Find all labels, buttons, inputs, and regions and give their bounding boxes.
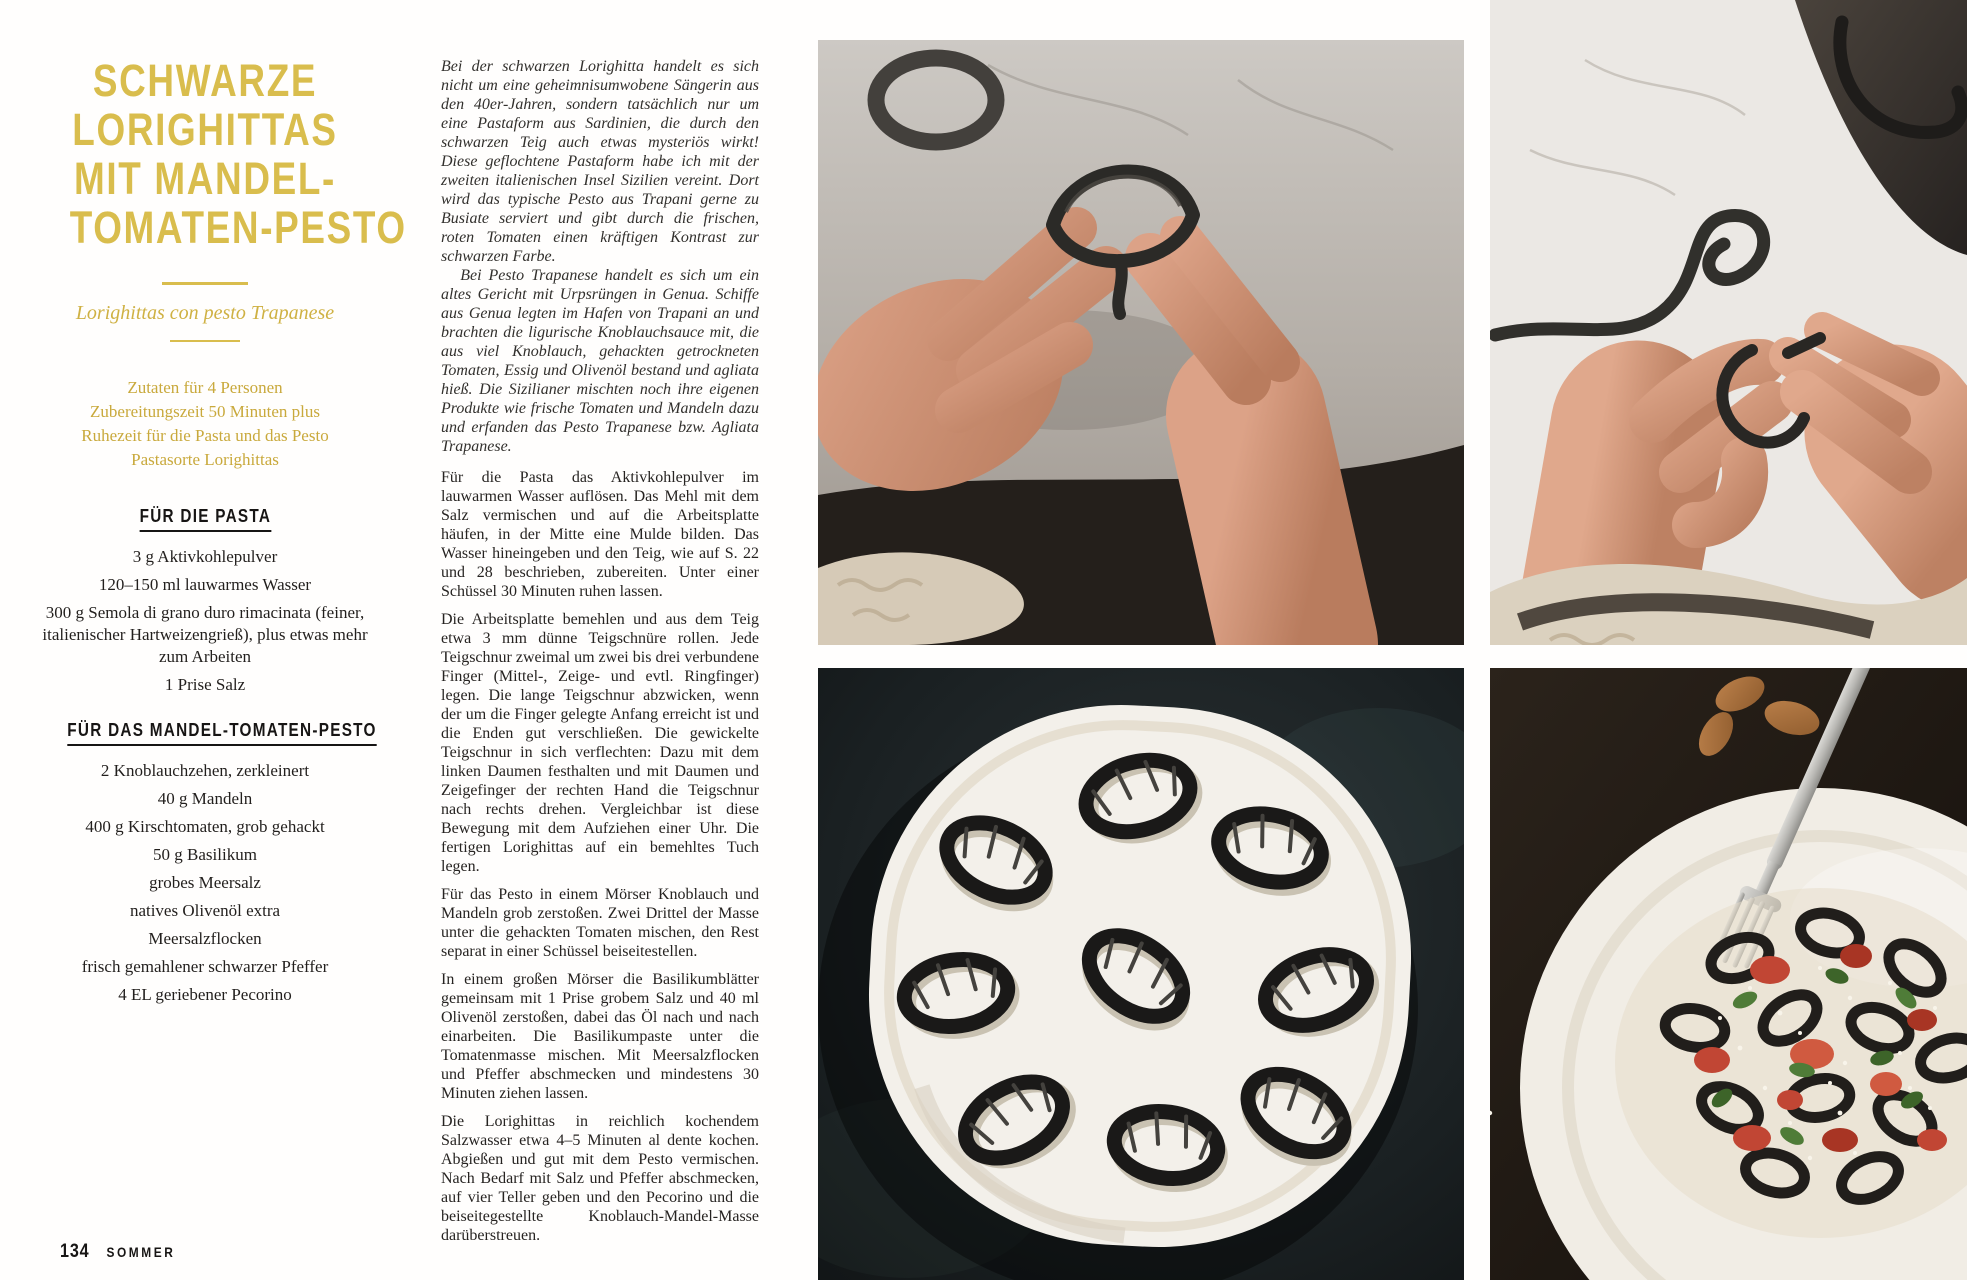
ingredient-item: natives Olivenöl extra bbox=[129, 901, 281, 920]
recipe-meta-line: Zutaten für 4 Personen bbox=[127, 378, 283, 397]
page-footer bbox=[60, 1241, 175, 1263]
step-paragraph: In einem großen Mörser die Basilikumblätter gemeinsam mit 1 Prise grobem Salz und 40 ml Olivenöl zerstoßen, dabei das Öl nach und nach einarbeiten. Die Basilikumpaste unter die Tomatenmasse mischen. Mit Meersalzflocken und Pfeffer abschmecken und mindestens 30 Minuten ziehen lassen. bbox=[441, 971, 759, 1102]
photo-shaping-lorighitta-step2 bbox=[1490, 0, 1967, 645]
intro-paragraph: Bei der schwarzen Lorighitta handelt es sich nicht um eine geheimnisumwobene Sängerin aus den 40er-Jahren, sondern tatsächlich nur um eine Pastaform aus Sardinien, die durch den schwarzen Teig auch etwas mysteriös wirkt! Diese geflochtene Pastaform habe ich mit der zweiten italienischen Insel Sizilien vereint. Dort wird das typische Pesto aus Trapani gerne zu Busiate serviert und gibt durch die frischen, roten Tomaten einen kräftigen Kontrast zur schwarzen Farbe. bbox=[441, 58, 759, 265]
recipe-subtitle: Lorighittas con pesto Trapanese bbox=[75, 302, 335, 324]
photo-finished-dish bbox=[1490, 668, 1967, 1280]
ingredients-list-pesto bbox=[40, 760, 370, 1006]
recipe-title-line: TOMATEN-PESTO bbox=[69, 202, 407, 253]
recipe-steps bbox=[441, 468, 759, 1254]
recipe-meta-line: Ruhezeit für die Pasta und das Pesto bbox=[81, 426, 329, 445]
ingredient-item: Meersalzflocken bbox=[148, 929, 262, 948]
ingredient-item: grobes Meersalz bbox=[149, 873, 261, 892]
recipe-meta-line: Zubereitungszeit 50 Minuten plus bbox=[90, 402, 320, 421]
ingredient-item: 300 g Semola di grano duro rimacinata (feiner, italienischer Hartweizengrieß), plus etwas mehr zum Arbeiten bbox=[42, 603, 368, 666]
ingredients-list-pasta bbox=[40, 546, 370, 696]
recipe-title-line: MIT MANDEL- bbox=[74, 153, 336, 204]
divider bbox=[170, 340, 240, 342]
ingredient-item: 1 Prise Salz bbox=[164, 675, 246, 694]
recipe-meta bbox=[40, 376, 370, 472]
intro-paragraph: Bei Pesto Trapanese handelt es sich um ein altes Gericht mit Urpsrüngen in Genua. Schiffe aus Genua legten im Hafen von Trapani an und brachten die ligurische Knoblauchsauce mit, die aus viel Knoblauch, gehackten getrockneten Tomaten, Essig und Olivenöl bestand und agliata hieß. Die Sizilianer mischten noch ihre eigenen Produkte wie frische Tomaten und Mandeln dazu und erfanden das Pesto Trapanese bzw. Agliata Trapanese. bbox=[441, 267, 759, 455]
recipe-meta-line: Pastasorte Lorighittas bbox=[131, 450, 279, 469]
ingredients-heading-pasta: FÜR DIE PASTA bbox=[139, 506, 271, 532]
step-paragraph: Die Lorighittas in reichlich kochendem Salzwasser etwa 4–5 Minuten al dente kochen. Abgießen und gut mit dem Pesto vermischen. Nach Bedarf mit Salz und Pfeffer abschmecken, auf vier Teller geben und den Pecorino und die beiseitegestellte Knoblauch-Mandel-Masse darüberstreuen. bbox=[441, 1113, 759, 1244]
recipe-intro bbox=[441, 57, 759, 456]
ingredients-heading-pesto: FÜR DAS MANDEL-TOMATEN-PESTO bbox=[67, 720, 376, 746]
recipe-title-line: LORIGHITTAS bbox=[72, 104, 338, 155]
recipe-subtitle-block bbox=[40, 282, 370, 342]
ingredient-item: 50 g Basilikum bbox=[153, 845, 257, 864]
divider bbox=[162, 282, 248, 285]
ingredient-item: 3 g Aktivkohlepulver bbox=[132, 547, 278, 566]
ingredient-item: frisch gemahlener schwarzer Pfeffer bbox=[81, 957, 329, 976]
ingredients bbox=[40, 506, 377, 1012]
step-paragraph: Die Arbeitsplatte bemehlen und aus dem Teig etwa 3 mm dünne Teigschnüre rollen. Jede Teigschnur zweimal um zwei bis drei verbundene Finger (Mittel-, Zeige- und evtl. Ringfinger) legen. Die lange Teigschnur abzwicken, wenn der um die Finger gelegte Anfang erreicht ist und die Enden gut verschließen. Die gewickelte Teigschnur in sich verflechten: Dazu mit dem linken Daumen festhalten und mit Daumen und Zeigefinger der rechten Hand die Teigschnur nach rechts drehen. Vergleichbar ist diese Bewegung mit dem Aufziehen einer Uhr. Die fertigen Lorighittas auf ein bemehltes Tuch legen. bbox=[441, 611, 759, 875]
photo-shaping-lorighitta-step1 bbox=[818, 40, 1464, 645]
recipe-title-line: SCHWARZE bbox=[92, 55, 318, 106]
ingredient-item: 40 g Mandeln bbox=[157, 789, 253, 808]
ingredient-item: 400 g Kirschtomaten, grob gehackt bbox=[85, 817, 325, 836]
page-number: 134 bbox=[60, 1241, 90, 1262]
ingredient-item: 4 EL geriebener Pecorino bbox=[118, 985, 292, 1004]
step-paragraph: Für das Pesto in einem Mörser Knoblauch und Mandeln grob zerstoßen. Zwei Drittel der Masse unter die gehackten Tomaten mischen, den Rest separat in einer Schüssel beiseitestellen. bbox=[441, 886, 759, 960]
ingredient-item: 120–150 ml lauwarmes Wasser bbox=[98, 575, 312, 594]
photo-plate-of-lorighittas bbox=[818, 668, 1464, 1280]
chapter-name: SOMMER bbox=[106, 1244, 176, 1260]
ingredient-item: 2 Knoblauchzehen, zerkleinert bbox=[100, 761, 310, 780]
step-paragraph: Für die Pasta das Aktivkohlepulver im lauwarmen Wasser auflösen. Das Mehl mit dem Salz vermischen und auf die Arbeitsplatte häufen, in der Mitte eine Mulde bilden. Das Wasser hineingeben und den Teig, wie auf S. 22 und 28 beschrieben, zubereiten. Unter einer Schüssel 30 Minuten ruhen lassen. bbox=[441, 469, 759, 600]
recipe-title bbox=[69, 55, 407, 253]
